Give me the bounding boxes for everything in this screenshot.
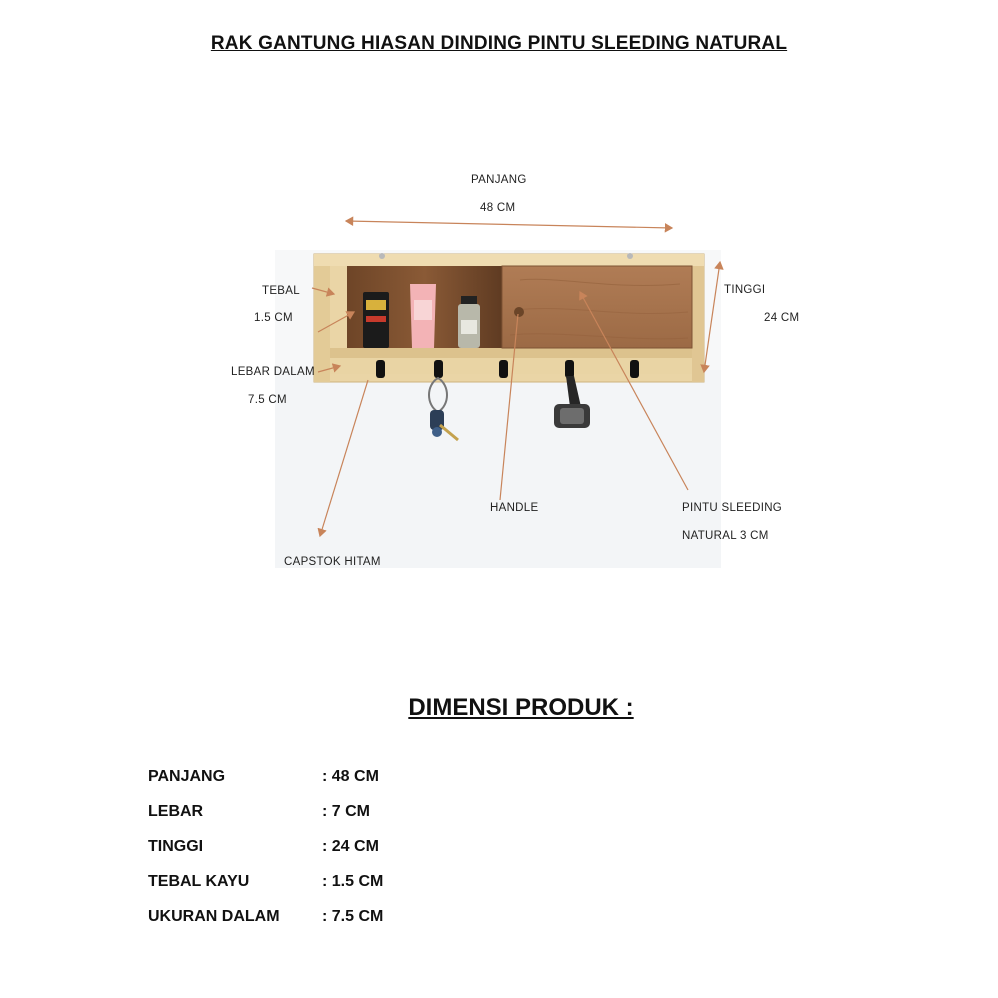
label-lebar-dalam-value: 7.5 CM [248, 394, 287, 406]
spec-key: TINGGI [148, 838, 204, 855]
label-capstok: CAPSTOK HITAM [284, 556, 381, 568]
spec-key: TEBAL KAYU [148, 873, 250, 890]
page-title: RAK GANTUNG HIASAN DINDING PINTU SLEEDING NATURAL [210, 33, 788, 54]
label-tebal: TEBAL [262, 285, 300, 297]
spec-key: PANJANG [148, 768, 226, 785]
dimensions-heading: DIMENSI PRODUK : [408, 694, 634, 721]
spec-value: : 7.5 CM [322, 908, 384, 925]
spec-value: : 7 CM [322, 803, 370, 820]
door-handle-hole [514, 307, 524, 317]
spec-value: : 1.5 CM [322, 873, 384, 890]
label-tinggi-value: 24 CM [764, 312, 800, 324]
label-panjang: PANJANG [471, 174, 527, 186]
label-pintu: PINTU SLEEDING [682, 502, 783, 514]
label-tebal-value: 1.5 CM [254, 312, 293, 324]
spec-key: LEBAR [148, 803, 204, 820]
spec-key: UKURAN DALAM [148, 908, 280, 925]
label-lebar-dalam: LEBAR DALAM [231, 366, 315, 378]
label-handle: HANDLE [490, 502, 539, 514]
spec-value: : 24 CM [322, 838, 379, 855]
label-panjang-value: 48 CM [480, 202, 516, 214]
sliding-door [502, 266, 692, 348]
spec-value: : 48 CM [322, 768, 379, 785]
arrow-panjang [346, 221, 672, 228]
label-tinggi: TINGGI [724, 284, 766, 296]
label-pintu-value: NATURAL 3 CM [682, 530, 769, 542]
